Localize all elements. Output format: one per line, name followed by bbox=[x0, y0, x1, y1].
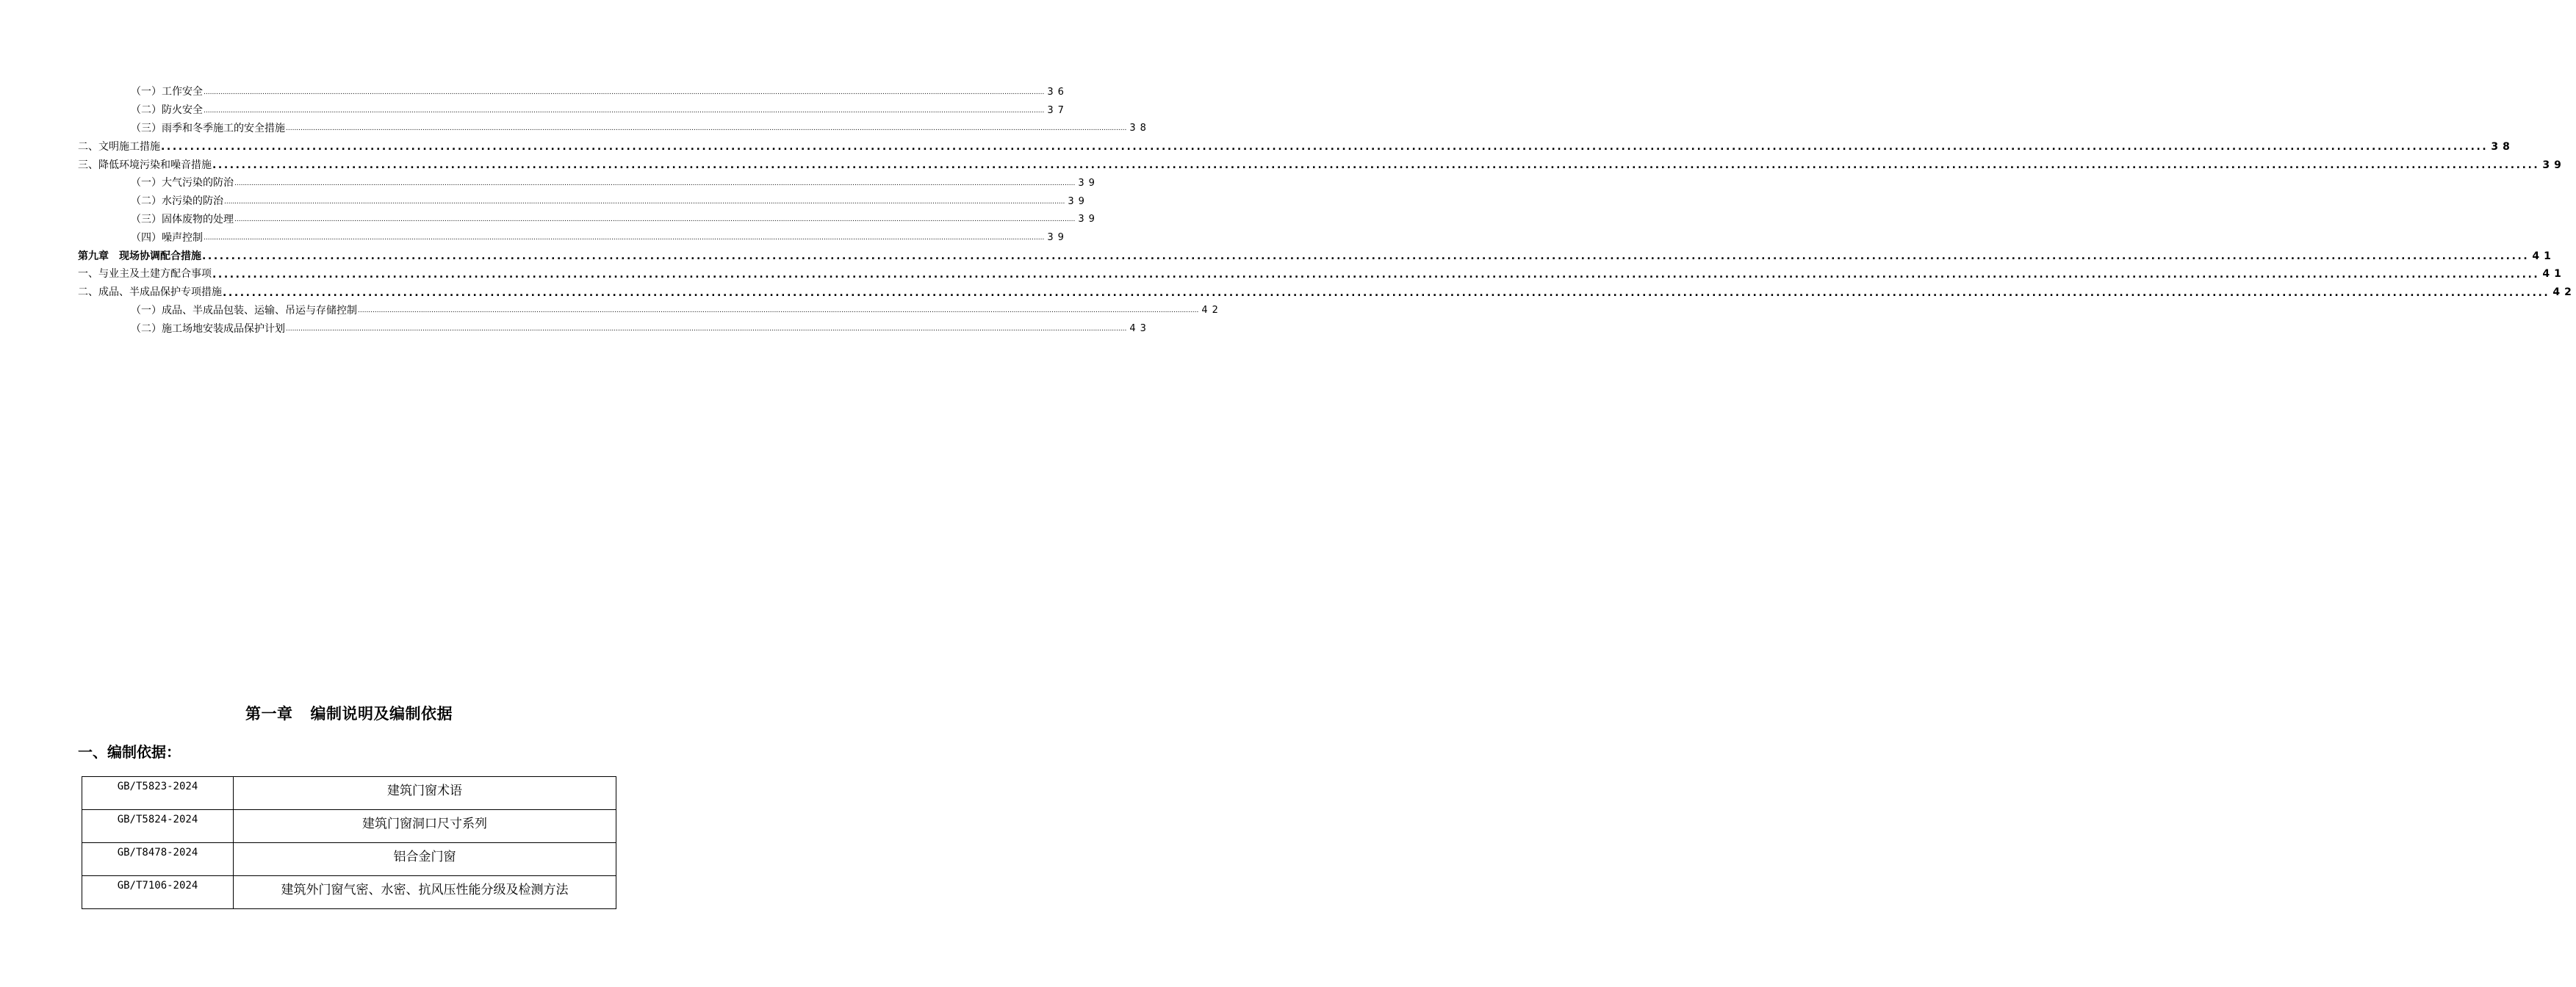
section-title: 一、编制依据： bbox=[78, 743, 181, 761]
toc-entry-label: 一、与业主及土建方配合事项 bbox=[78, 268, 212, 281]
toc-leader-dots: ................................................................................................................................................................................................................................................................................................................................................................................................................ bbox=[212, 159, 2540, 171]
chapter-number: 第一章 bbox=[245, 705, 293, 723]
toc-entry-page: 39 bbox=[1068, 195, 1089, 207]
toc-entry[interactable] bbox=[0, 174, 1099, 192]
standard-name: 铝合金门窗 bbox=[234, 843, 616, 876]
toc-entry-page: 42 bbox=[1201, 305, 1223, 317]
toc-entry[interactable] bbox=[0, 228, 1068, 247]
toc-entry[interactable] bbox=[0, 192, 1089, 211]
table-of-contents bbox=[0, 83, 2576, 338]
reference-standards-table bbox=[82, 776, 616, 909]
toc-entry-label: （一）工作安全 bbox=[131, 86, 203, 98]
toc-entry-label: 二、文明施工措施 bbox=[78, 140, 160, 153]
toc-entry-page: 39 bbox=[1078, 177, 1099, 189]
standard-name: 建筑门窗洞口尺寸系列 bbox=[234, 810, 616, 843]
table-row bbox=[82, 843, 616, 876]
toc-entry-page: 43 bbox=[1129, 323, 1151, 335]
toc-entry-label: （二）水污染的防治 bbox=[131, 195, 223, 208]
table-row bbox=[82, 777, 616, 810]
toc-entry[interactable] bbox=[0, 319, 1151, 338]
toc-entry-page: 41 bbox=[2542, 268, 2566, 281]
toc-leader-dots: ................................................................................................................................................................................................................................................................................................................................................................................................................ bbox=[286, 325, 1127, 333]
toc-entry[interactable] bbox=[0, 302, 1223, 320]
chapter-name: 编制说明及编制依据 bbox=[310, 705, 453, 723]
toc-leader-dots: ................................................................................................................................................................................................................................................................................................................................................................................................................ bbox=[224, 198, 1065, 206]
standard-code: GB/T8478-2024 bbox=[82, 843, 234, 876]
toc-entry-page: 39 bbox=[1078, 214, 1099, 225]
toc-entry[interactable] bbox=[0, 137, 2514, 156]
table-row bbox=[82, 876, 616, 909]
toc-entry-label: 二、成品、半成品保护专项措施 bbox=[78, 286, 222, 299]
toc-leader-dots: ................................................................................................................................................................................................................................................................................................................................................................................................................ bbox=[358, 307, 1199, 315]
toc-leader-dots: ................................................................................................................................................................................................................................................................................................................................................................................................................ bbox=[204, 88, 1045, 96]
chapter-title bbox=[0, 702, 698, 724]
toc-entry-label: （二）防火安全 bbox=[131, 104, 203, 117]
toc-entry-page: 42 bbox=[2552, 286, 2576, 299]
toc-entry-page: 38 bbox=[1129, 123, 1151, 134]
toc-entry-page: 38 bbox=[2491, 140, 2514, 153]
toc-entry-page: 39 bbox=[2542, 159, 2566, 171]
toc-leader-dots: ................................................................................................................................................................................................................................................................................................................................................................................................................ bbox=[286, 125, 1127, 133]
standard-code: GB/T7106-2024 bbox=[82, 876, 234, 909]
table-row bbox=[82, 810, 616, 843]
toc-entry-label: （三）固体废物的处理 bbox=[131, 213, 234, 225]
toc-entry-page: 39 bbox=[1047, 232, 1068, 244]
toc-entry-label: （二）施工场地安装成品保护计划 bbox=[131, 322, 285, 335]
toc-entry[interactable] bbox=[0, 101, 1068, 120]
standard-name: 建筑门窗术语 bbox=[234, 777, 616, 810]
toc-entry[interactable] bbox=[0, 247, 2555, 265]
toc-leader-dots: ................................................................................................................................................................................................................................................................................................................................................................................................................ bbox=[161, 141, 2489, 153]
toc-entry-label: （三）雨季和冬季施工的安全措施 bbox=[131, 122, 285, 134]
standard-code: GB/T5824-2024 bbox=[82, 810, 234, 843]
toc-leader-dots: ................................................................................................................................................................................................................................................................................................................................................................................................................ bbox=[223, 286, 2550, 299]
toc-entry[interactable] bbox=[0, 265, 2566, 283]
toc-entry[interactable] bbox=[0, 120, 1151, 138]
toc-entry-label: （一）成品、半成品包装、运输、吊运与存储控制 bbox=[131, 304, 357, 317]
toc-entry-label: （四）噪声控制 bbox=[131, 231, 203, 244]
toc-entry-page: 37 bbox=[1047, 104, 1068, 116]
toc-entry-label: 三、降低环境污染和噪音措施 bbox=[78, 159, 212, 171]
toc-leader-dots: ................................................................................................................................................................................................................................................................................................................................................................................................................ bbox=[212, 268, 2540, 281]
toc-entry[interactable] bbox=[0, 83, 1068, 101]
toc-leader-dots: ................................................................................................................................................................................................................................................................................................................................................................................................................ bbox=[234, 216, 1076, 224]
standard-name: 建筑外门窗气密、水密、抗风压性能分级及检测方法 bbox=[234, 876, 616, 909]
toc-entry-page: 41 bbox=[2532, 250, 2555, 262]
toc-leader-dots: ................................................................................................................................................................................................................................................................................................................................................................................................................ bbox=[202, 250, 2530, 262]
toc-leader-dots: ................................................................................................................................................................................................................................................................................................................................................................................................................ bbox=[204, 106, 1045, 115]
toc-entry-label: 第九章 现场协调配合措施 bbox=[78, 250, 201, 262]
toc-entry[interactable] bbox=[0, 211, 1099, 229]
toc-entry-label: （一）大气污染的防治 bbox=[131, 177, 234, 189]
toc-leader-dots: ................................................................................................................................................................................................................................................................................................................................................................................................................ bbox=[204, 234, 1045, 242]
toc-leader-dots: ................................................................................................................................................................................................................................................................................................................................................................................................................ bbox=[234, 179, 1076, 187]
toc-entry[interactable] bbox=[0, 283, 2576, 302]
standard-code: GB/T5823-2024 bbox=[82, 777, 234, 810]
toc-entry-page: 36 bbox=[1047, 86, 1068, 98]
toc-entry[interactable] bbox=[0, 156, 2566, 174]
